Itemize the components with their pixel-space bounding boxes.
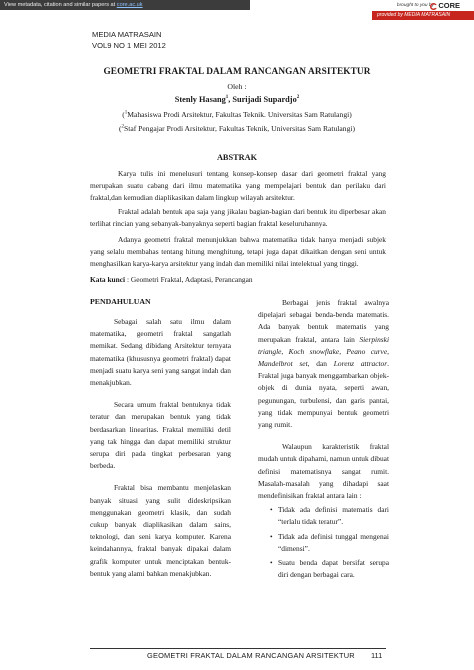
right-p1-text-a: Berbagai jenis fraktal awalnya dipelajari sebagai benda-benda matematis. Ada banyak bentuk matematis yang merupakan fraktal, antara lain (258, 298, 389, 344)
core-view-text: View metadata, citation and similar papers at (4, 2, 116, 8)
footer-divider (90, 648, 386, 649)
affiliation-2-text: Staf Pengajar Prodi Arsitektur, Fakultas Teknik, Universitas Sam Ratulangi) (124, 124, 356, 133)
paper-title: GEOMETRI FRAKTAL DALAM RANCANGAN ARSITEKTUR (103, 67, 371, 77)
journal-issue: VOL9 NO 1 MEI 2012 (92, 41, 166, 50)
journal-header (92, 29, 166, 51)
left-column (90, 316, 231, 590)
core-logo-icon (430, 3, 437, 10)
oleh-label: Oleh : (227, 82, 247, 91)
right-p1-text-c: , (339, 346, 347, 356)
right-paragraph-2: Walaupun karakteristik fraktal mudah untuk dipahami, namun untuk dibuat definisi matematisnya sangat rumit. Masalah-masalah yang dihadapi saat mendefinisikan fraktal antara lain : (258, 442, 389, 501)
sierpinski-term: Sierpinski triangle (258, 334, 389, 356)
affiliation-1: ($^1$Mahasiswa Prodi Arsitektur, Fakultas Teknik. Universitas Sam Ratulangi) (122, 110, 352, 119)
abstract-paragraph-1: Karya tulis ini menelusuri tentang konsep-konsep dasar dari geometri fraktal yang merupakan suatu cabang dari ilmu matematika yang mempelajari bentuk dan perilaku dari fraktal,dan kemudian diaplikasikan dalam lingkup wilayah arsitektur. (90, 169, 386, 203)
keywords (90, 274, 386, 286)
brought-to-you-text: brought to you by (396, 3, 434, 8)
core-link[interactable]: core.ac.uk (116, 2, 143, 8)
author-separator: , (228, 95, 233, 104)
right-p1-text-e: , dan (307, 359, 334, 369)
left-paragraph-1: Sebagai salah satu ilmu dalam matematika, geometri fraktal sangatlah memikat. Sedang dibidang Arsitektur ternyata matematika (khususnya geometri fraktal) dapat menjadi suatu karya seni yang sangat indah dan menakjubkan. (90, 317, 231, 388)
section-heading: PENDAHULUAN (90, 297, 151, 306)
page-number: 111 (371, 651, 383, 660)
footer-title: GEOMETRI FRAKTAL DALAM RANCANGAN ARSITEKTUR (147, 651, 355, 660)
core-logo[interactable] (430, 1, 460, 10)
right-paragraph-1 (258, 297, 389, 431)
core-metadata-bar (0, 0, 250, 10)
core-banner (0, 0, 474, 26)
journal-name: MEDIA MATRASAIN (92, 30, 162, 39)
right-p1-text-f: . Fraktal juga banyak menggambarkan objek-objek di dunia nyata, seperti awan, pegunungan, turbulensi, dan garis pantai, yang tidak mempunyai bentuk geometri yang rumit. (258, 359, 389, 430)
abstract-paragraph-3: Adanya geometri fraktal menunjukkan bahwa matematika tidak hanya menjadi subjek yang selalu membahas tentang hitung menghitung, tetapi juga dapat dikaitkan dengan seni untuk menghasilkan karya-karya arsitektur yang indah dan memiliki nilai intelektual yang tinggi. (90, 235, 386, 269)
author-2-sup: 2 (296, 95, 300, 101)
author-1-sup: 1 (225, 95, 229, 101)
author-1: Stenly Hasang (174, 95, 226, 104)
affiliation-2: ($^2$Staf Pengajar Prodi Arsitektur, Fakultas Teknik, Universitas Sam Ratulangi) (118, 124, 356, 133)
affiliation-1-text: Mahasiswa Prodi Arsitektur, Fakultas Teknik. Universitas Sam Ratulangi) (127, 110, 352, 119)
list-item: • Tidak ada definisi tunggal mengenai “dimensi”. (270, 531, 389, 555)
abstract-heading: ABSTRAK (216, 153, 258, 162)
author-2: Surijadi Supardjo (232, 95, 297, 104)
keywords-label: Kata kunci (90, 275, 126, 284)
right-p1-text-d: , (387, 346, 389, 356)
core-brand (350, 1, 474, 11)
left-paragraph-2: Secara umum fraktal bentuknya tidak teratur dan merupakan bentuk yang tidak berdasarkan linearitas. Fraktal memiliki detil yang tak hingga dan dapat memiliki struktur serupa diri pada tingkat perbesaran yang berbeda. (90, 400, 231, 471)
mandelbrot-term: Mandelbrot set (258, 359, 308, 369)
affiliation-2-sup: 2 (121, 124, 124, 130)
core-metadata-text (4, 0, 143, 10)
keywords-text: : Geometri Fraktal, Adaptasi, Perancangan (125, 275, 253, 284)
right-p1-text-b: , (281, 346, 289, 356)
affiliation-1-sup: 1 (124, 110, 128, 116)
provided-by-bar[interactable]: provided by MEDIA MATRASAIN (372, 11, 474, 20)
problem-list (270, 504, 389, 581)
right-column (258, 297, 389, 583)
list-item: • Suatu benda dapat bersifat serupa diri dengan berbagai cara. (270, 557, 389, 581)
abstract-paragraph-2: Fraktal adalah bentuk apa saja yang jikalau bagian-bagian dari bentuk itu diperbesar akan terlihat rincian yang sebanyak-banyaknya seperti bagian fraktal keseluruhannya. (90, 207, 386, 229)
koch-term: Koch snowflake (288, 346, 340, 356)
core-logo-text: CORE (438, 1, 460, 10)
list-item: • Tidak ada definisi matematis dari “terlalu tidak teratur”. (270, 504, 389, 528)
authors (0, 95, 474, 104)
lorenz-term: Lorenz attractor (333, 359, 388, 369)
left-paragraph-3: Fraktal bisa membantu menjelaskan banyak situasi yang sulit dideskripsikan menggunakan geometri klasik, dan sudah cukup banyak diaplikasikan dalam sains, teknologi, dan seni karya komputer. Karena keindahannya, fraktal banyak dipakai dalam grafik komputer untuk menciptakan bentuk-bentuk yang alami bahkan menakjubkan. (90, 483, 231, 578)
peano-term: Peano curve (346, 346, 388, 356)
